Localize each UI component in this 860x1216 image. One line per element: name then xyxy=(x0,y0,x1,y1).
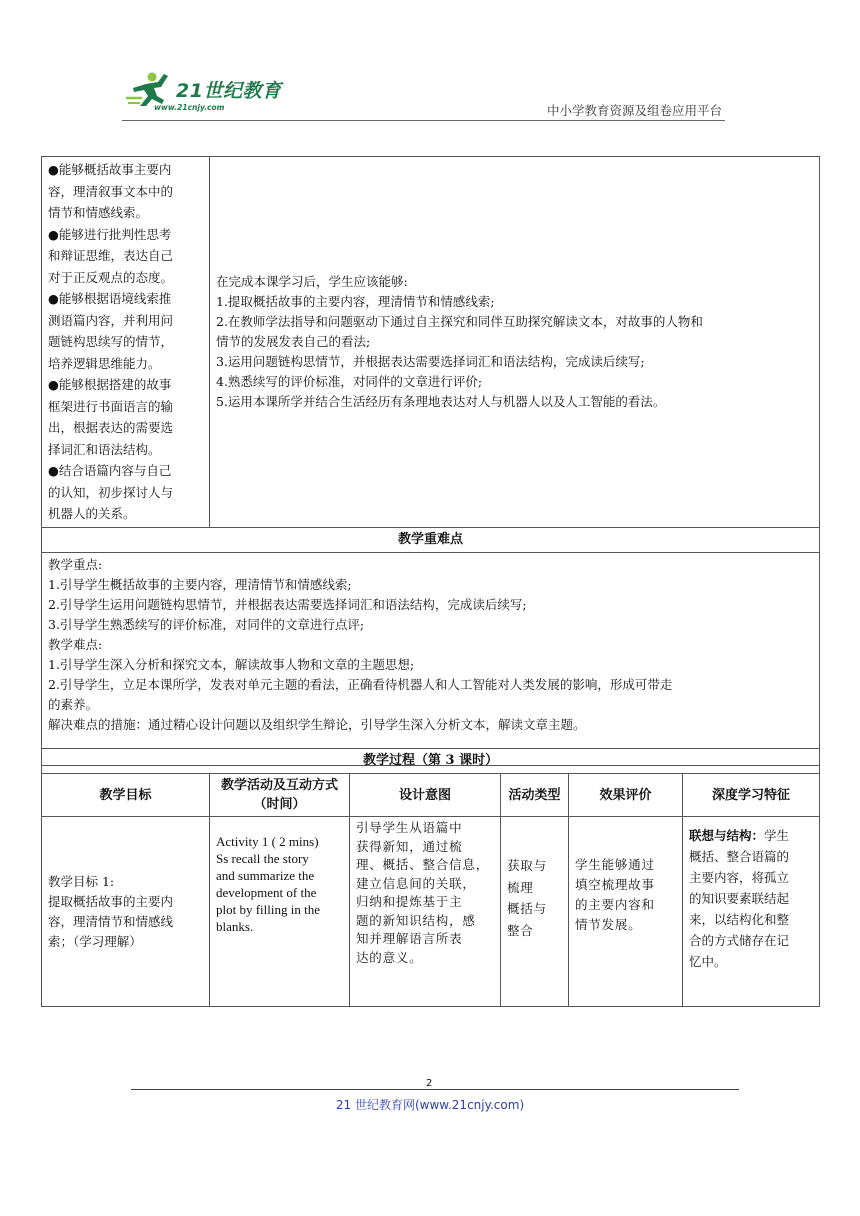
key-point-line: 教学重点: xyxy=(48,556,103,572)
header-evaluation: 效果评价 xyxy=(569,774,683,817)
activity-text: Ss recall the story xyxy=(216,851,309,866)
key-point-line: 3.引导学生熟悉续写的评价标准，对同伴的文章进行点评; xyxy=(48,616,365,632)
activity-cell xyxy=(210,817,350,1007)
type-text: 概括与 xyxy=(507,901,547,916)
evaluation-text: 学生能够通过 xyxy=(575,857,655,872)
feature-text: 主要内容，将孤立 xyxy=(689,870,790,885)
footer-divider xyxy=(131,1089,739,1090)
objective-line: 在完成本课学习后，学生应该能够: xyxy=(216,273,408,289)
key-point-line: 2.引导学生运用问题链构思情节，并根据表达需要选择词汇和语法结构，完成读后续写; xyxy=(48,596,527,612)
activity-text: and summarize the xyxy=(216,868,315,883)
header-intent: 设计意图 xyxy=(350,774,501,817)
goal-text: 教学目标 1: xyxy=(48,873,115,889)
key-points-row xyxy=(42,552,820,765)
goal-text: 提取概括故事的主要内 xyxy=(48,893,174,909)
objective-line: 3.运用问题链构思情节，并根据表达需要选择词汇和语法结构，完成读后续写; xyxy=(216,353,645,369)
goal-line: ●能够根据语境线索推 xyxy=(48,291,172,306)
process-header-row xyxy=(42,774,820,817)
header-tagline: 中小学教育资源及组卷应用平台 xyxy=(546,103,722,118)
header-goal: 教学目标 xyxy=(42,774,210,817)
feature-text: 合的方式储存在记 xyxy=(689,933,790,948)
objective-line: 1.提取概括故事的主要内容，理清情节和情感线索; xyxy=(216,293,495,309)
feature-label: 联想与结构： xyxy=(689,828,765,843)
feature-text: 的知识要素联结起 xyxy=(689,891,790,906)
goal-line: 情节和情感线索。 xyxy=(48,205,149,220)
key-point-line: 的素养。 xyxy=(48,696,99,712)
key-points-cell xyxy=(42,552,820,765)
key-points-title: 教学重难点 xyxy=(42,527,820,552)
process-title: 教学过程（第 3 课时） xyxy=(42,749,820,774)
key-point-line: 教学难点: xyxy=(48,636,103,652)
lesson-plan-table xyxy=(41,156,820,766)
footer-link[interactable]: 21 世纪教育网(www.21cnjy.com) xyxy=(335,1098,525,1112)
objective-line: 5.运用本课所学并结合生活经历有条理地表达对人与机器人以及人工智能的看法。 xyxy=(216,393,666,409)
goal-line: ●能够概括故事主要内 xyxy=(48,162,172,177)
key-point-line: 2.引导学生，立足本课所学，发表对单元主题的看法，正确看待机器人和人工智能对人类发展的影响，形成可带走 xyxy=(48,676,673,692)
header-type: 活动类型 xyxy=(501,774,569,817)
feature-text: 忆中。 xyxy=(689,954,727,969)
objective-line: 情节的发展发表自己的看法; xyxy=(216,333,371,349)
goal-line: 的认知，初步探讨人与 xyxy=(48,484,174,500)
objective-line: 4.熟悉续写的评价标准，对同伴的文章进行评价; xyxy=(216,373,483,389)
intent-text: 获得新知，通过梳 xyxy=(356,838,463,854)
intent-cell xyxy=(350,817,501,1007)
intent-text: 引导学生从语篇中 xyxy=(356,820,463,835)
learning-objectives-cell xyxy=(210,157,820,528)
goal-line: 框架进行书面语言的输 xyxy=(48,398,174,414)
goal-line: ●能够进行批判性思考 xyxy=(48,226,172,242)
logo xyxy=(124,70,289,116)
header-feature: 深度学习特征 xyxy=(683,774,820,817)
logo-title: 21世纪教育 xyxy=(176,80,282,102)
page-number: 2 xyxy=(426,1078,433,1089)
intent-text: 题的新知识结构，感 xyxy=(356,912,476,928)
header-activity: 教学活动及互动方式（时间） xyxy=(210,774,350,817)
type-text: 整合 xyxy=(507,922,534,938)
feature-text: 来，以结构化和整 xyxy=(689,912,790,927)
type-text: 获取与 xyxy=(507,858,547,873)
type-cell xyxy=(501,817,569,1007)
logo-url: www.21cnjy.com xyxy=(154,103,225,112)
activity-text: blanks. xyxy=(216,919,254,934)
feature-cell xyxy=(683,817,820,1007)
process-title-row xyxy=(42,749,820,774)
intent-text: 理、概括、整合信息， xyxy=(356,857,490,872)
activity-text: Activity 1 ( 2 mins) xyxy=(216,834,319,849)
intent-text: 建立信息间的关联， xyxy=(356,875,476,891)
key-point-line: 解决难点的措施：通过精心设计问题以及组织学生辩论，引导学生深入分析文本，解读文章主题。 xyxy=(48,716,586,732)
objective-line: 2.在教师学法指导和问题驱动下通过自主探究和同伴互助探究解读文本，对故事的人物和 xyxy=(216,313,703,329)
evaluation-text: 的主要内容和 xyxy=(575,897,655,912)
goal-line: 对于正反观点的态度。 xyxy=(48,269,174,285)
goal-line: 容，理清叙事文本中的 xyxy=(48,183,174,199)
activity-text: development of the xyxy=(216,885,317,900)
activity-text: plot by filling in the xyxy=(216,902,320,917)
key-points-title-row xyxy=(42,527,820,552)
type-text: 梳理 xyxy=(507,879,534,895)
goal-line: 出，根据表达的需要选 xyxy=(48,420,174,435)
goal-text: 索；（学习理解） xyxy=(48,933,142,949)
feature-text: 概括、整合语篇的 xyxy=(689,849,790,864)
goal-line: 和辩证思维，表达自己 xyxy=(48,248,174,263)
header-divider xyxy=(122,120,725,121)
goal-line: 测语篇内容，并利用问 xyxy=(48,312,174,328)
goal-line: 择词汇和语法结构。 xyxy=(48,441,161,457)
intent-text: 达的意义。 xyxy=(356,949,423,965)
evaluation-text: 情节发展。 xyxy=(575,917,642,932)
goal-line: 题链构思续写的情节， xyxy=(48,334,174,349)
goal-line: 机器人的关系。 xyxy=(48,506,136,521)
teaching-process-table xyxy=(41,748,820,1007)
evaluation-text: 填空梳理故事 xyxy=(575,877,655,892)
objectives-row xyxy=(42,157,820,528)
process-row xyxy=(42,817,820,1007)
intent-text: 知并理解语言所表 xyxy=(356,931,463,946)
intent-text: 归纳和提炼基于主 xyxy=(356,894,463,909)
evaluation-cell xyxy=(569,817,683,1007)
feature-text: 学生 xyxy=(764,828,790,843)
goal-cell xyxy=(42,817,210,1007)
goal-line: ●结合语篇内容与自己 xyxy=(48,463,172,478)
goal-line: ●能够根据搭建的故事 xyxy=(48,377,172,392)
key-point-line: 1.引导学生概括故事的主要内容，理清情节和情感线索; xyxy=(48,576,352,592)
core-literacy-goals-cell xyxy=(42,157,210,528)
key-point-line: 1.引导学生深入分析和探究文本，解读故事人物和文章的主题思想; xyxy=(48,656,415,672)
goal-text: 容，理清情节和情感线 xyxy=(48,913,174,929)
goal-line: 培养逻辑思维能力。 xyxy=(48,355,161,371)
